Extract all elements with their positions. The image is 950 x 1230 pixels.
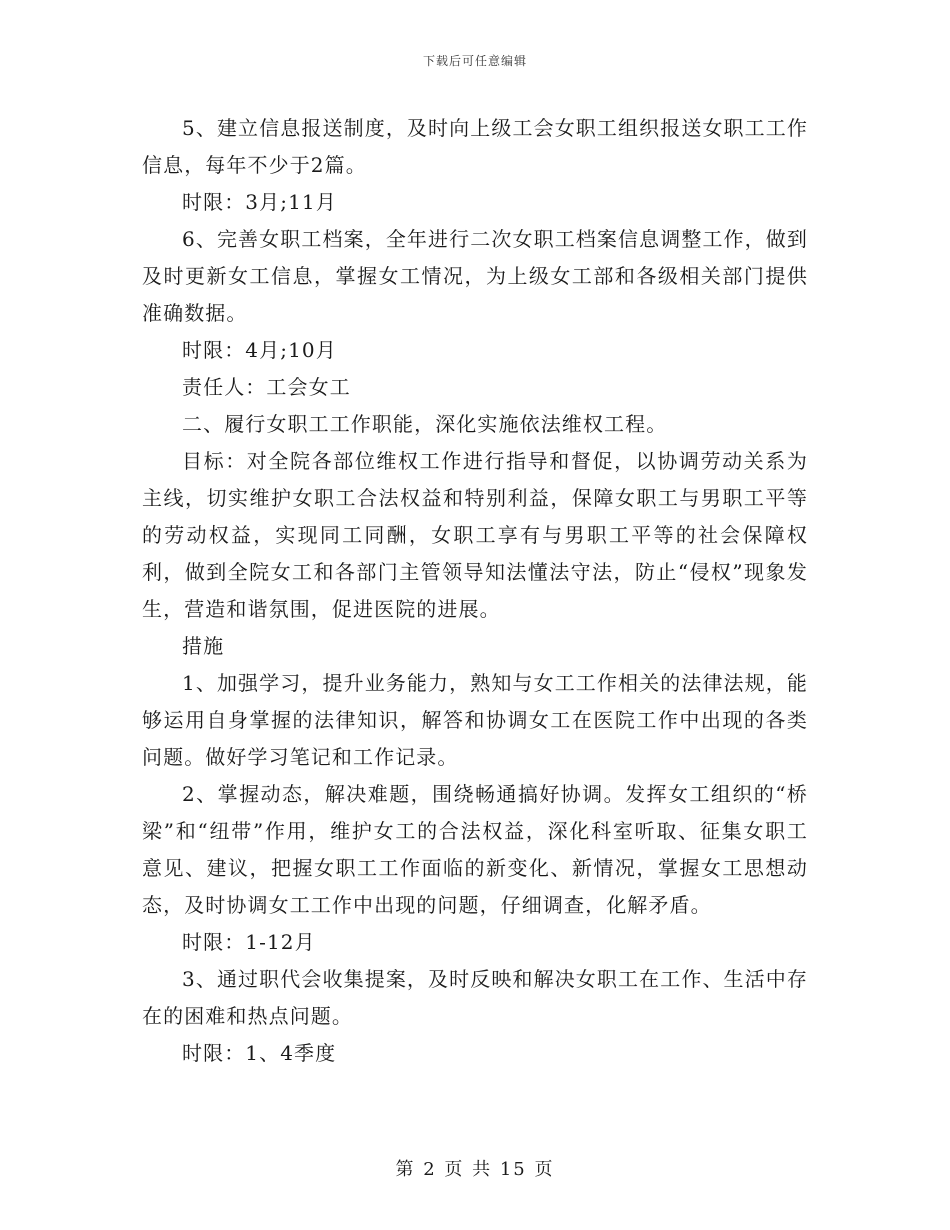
paragraph-deadline: 时限：1、4季度 <box>182 1041 337 1065</box>
paragraph-measure-2: 2、掌握动态，解决难题，围绕畅通搞好协调。发挥女工组织的“桥梁”和“纽带”作用，维护女工的合法权益，深化科室听取、征集女职工意见、建议，把握女职工工作面临的新变化、新情况，掌握女工思想动态，及时协调女工工作中出现的问题，仔细调查，化解矛盾。 <box>142 782 808 917</box>
paragraph-deadline: 时限：3月;11月 <box>182 190 337 214</box>
paragraph-item-6: 6、完善女职工档案，全年进行二次女职工档案信息调整工作，做到及时更新女工信息，掌握女工情况，为上级女工部和各级相关部门提供准确数据。 <box>142 227 808 325</box>
paragraph-measure-3: 3、通过职代会收集提案，及时反映和解决女职工在工作、生活中存在的困难和热点问题。 <box>142 967 808 1028</box>
measures-heading: 措施 <box>182 634 225 658</box>
paragraph-item-5: 5、建立信息报送制度，及时向上级工会女职工组织报送女职工工作信息，每年不少于2篇。 <box>142 116 808 177</box>
paragraph-goal: 目标：对全院各部位维权工作进行指导和督促，以协调劳动关系为主线，切实维护女职工合法权益和特别利益，保障女职工与男职工平等的劳动权益，实现同工同酬，女职工享有与男职工平等的社会保障权利，做到全院女工和各部门主管领导知法懂法守法，防止“侵权”现象发生，营造和谐氛围，促进医院的进展。 <box>142 449 808 621</box>
paragraph-responsible: 责任人：工会女工 <box>182 375 351 399</box>
paragraph-deadline: 时限：1-12月 <box>182 930 316 954</box>
document-body <box>142 110 808 1072</box>
section-heading: 二、履行女职工工作职能，深化实施依法维权工程。 <box>182 412 668 436</box>
page-header: 下载后可任意编辑 <box>422 54 527 68</box>
page-footer: 第 2 页 共 15 页 <box>395 1159 555 1180</box>
paragraph-deadline: 时限：4月;10月 <box>182 338 337 362</box>
paragraph-measure-1: 1、加强学习，提升业务能力，熟知与女工工作相关的法律法规，能够运用自身掌握的法律知识，解答和协调女工在医院工作中出现的各类问题。做好学习笔记和工作记录。 <box>142 671 808 769</box>
